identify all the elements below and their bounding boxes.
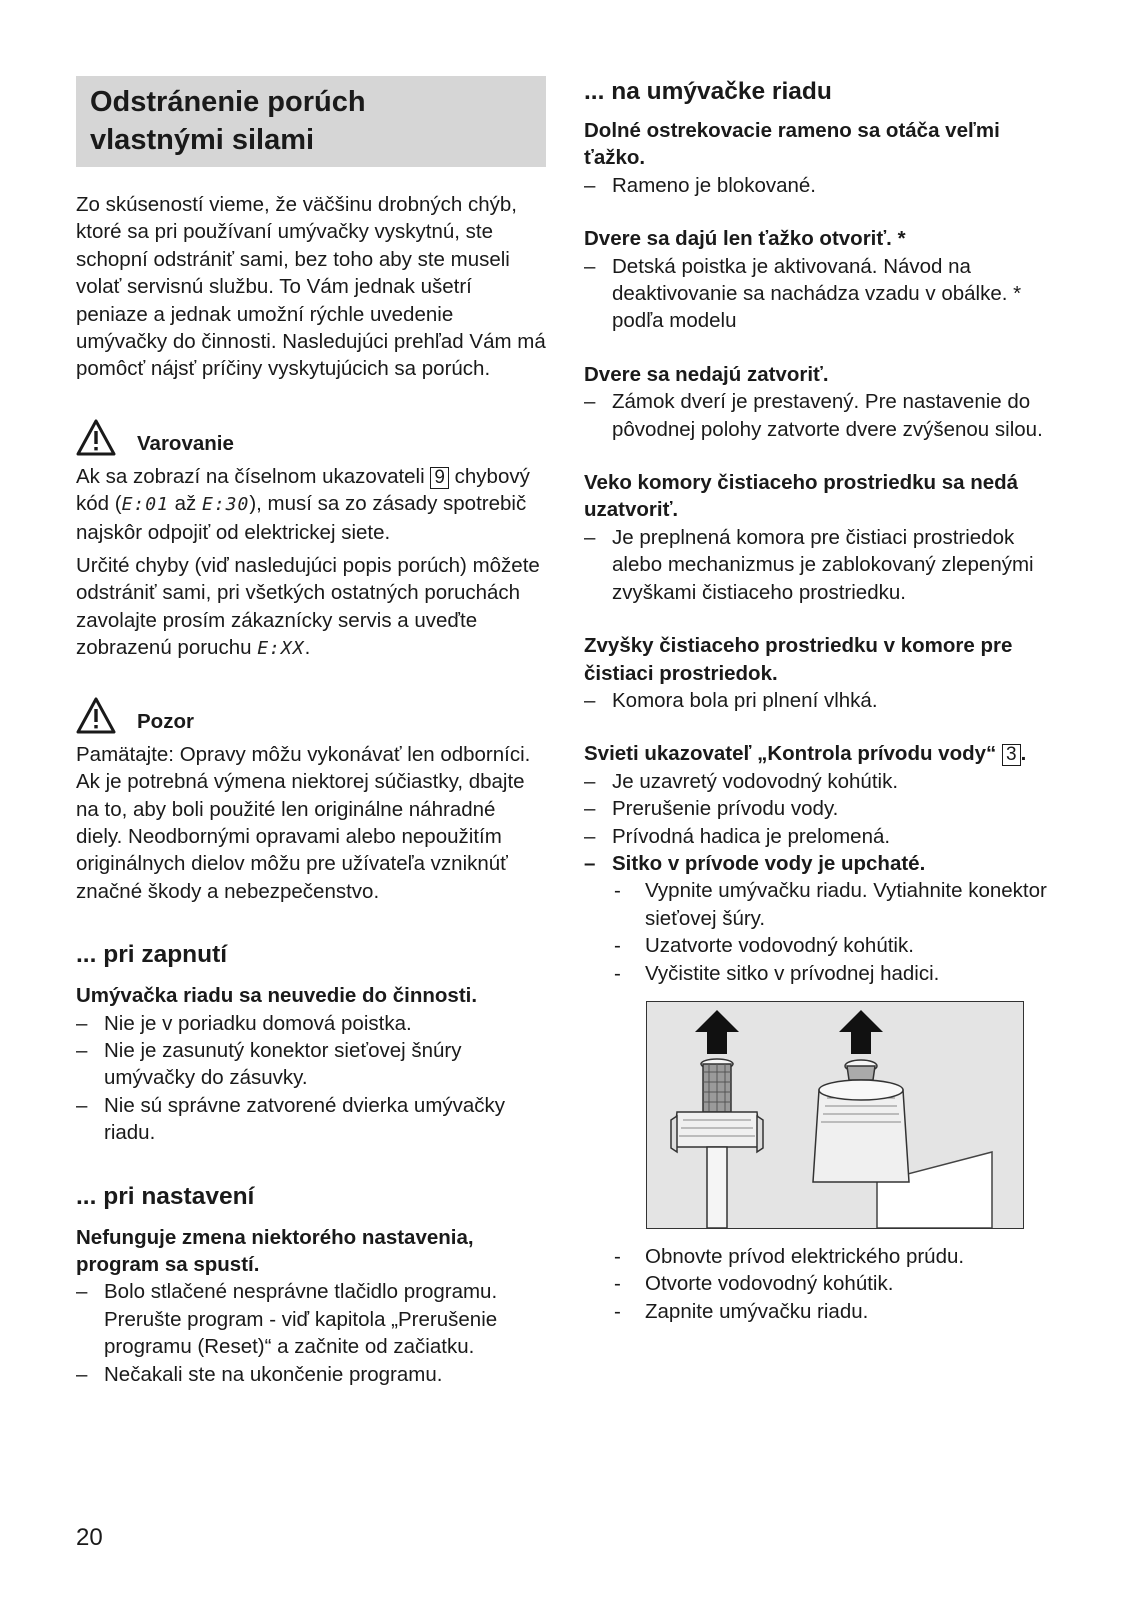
list-item: – Je preplnená komora pre čistiaci prostriedok alebo mechanizmus je zablokovaný zlepenými zvyškami čistiaceho prostriedku. [584,524,1064,606]
fault-group-water-supply [584,740,1064,1325]
warning-paragraph-2: Určité chyby (viď nasledujúci popis porúch) môžete odstrániť sami, pri všetkých ostatných poruchách zavolajte prosím zákaznícky servis a uveďte zobrazenú poruchu E:XX. [76,554,540,660]
left-column [76,76,546,1388]
list-item: – Detská poistka je aktivovaná. Návod na deaktivovanie sa nachádza vzadu v obálke. * podľa modelu [584,253,1064,335]
page-title-box [76,76,546,167]
section-on-setting [76,1181,546,1388]
cause-list [76,1278,546,1388]
list-item: – Nečakali ste na ukončenie programu. [76,1361,546,1388]
section-heading-on-start: ... pri zapnutí [76,941,228,969]
page-title: Odstránenie porúch vlastnými silami [90,86,366,156]
fault-group-detergent-lid [584,469,1064,606]
warning-triangle-icon [76,419,116,457]
steps-list [584,877,1064,987]
fault-title: Umývačka riadu sa neuvedie do činnosti. [76,984,478,1008]
intro-paragraph: Zo skúseností vieme, že väčšinu drobných chýb, ktoré sa pri používaní umývačky vyskytnú, ste schopní odstrániť sami, bez toho aby ste museli volať servisnú službu. To Vám jednak ušetrí peniaze a jednak umožní rýchle uvedenie umývačky do činnosti. Nasledujúci prehľad Vám má pomôcť nájsť príčiny vyskytujúcich sa porúch. [76,193,546,381]
steps-list-after [584,1243,1064,1325]
list-item: – Je uzavretý vodovodný kohútik. [584,768,1064,795]
list-item: – Bolo stlačené nesprávne tlačidlo programu. Prerušte program - viď kapitola „Prerušenie programu (Reset)“ a začnite od začiatku. [76,1278,546,1360]
warning-block [76,419,546,663]
step-item: - Uzatvorte vodovodný kohútik. [584,932,1064,959]
step-item: - Otvorte vodovodný kohútik. [584,1270,1064,1297]
fault-title: Dvere sa dajú len ťažko otvoriť. * [584,227,906,251]
step-item: - Zapnite umývačku riadu. [584,1298,1064,1325]
fault-group-spray-arm [584,117,1064,199]
filter-illustration [646,1001,1024,1229]
section-on-start [76,939,546,1146]
section-heading-on-setting: ... pri nastavení [76,1182,255,1210]
caution-triangle-icon [76,697,116,735]
filter-removal-image [647,1002,1023,1228]
fault-title: Dolné ostrekovacie rameno sa otáča veľmi ťažko. [584,119,1000,170]
fault-group-detergent-residue [584,632,1064,714]
cause-list [76,1010,546,1147]
list-item: – Prerušenie prívodu vody. [584,795,1064,822]
warning-paragraph-1: Ak sa zobrazí na číselnom ukazovateli 9 chybový kód (E:01 až E:30), musí sa zo zásady spotrebič najskôr odpojiť od elektrickej siete. [76,464,530,544]
list-item: – Zámok dverí je prestavený. Pre nastavenie do pôvodnej polohy zatvorte dvere zvýšenou silou. [584,388,1064,443]
error-code-first: E:01 [121,494,169,516]
caution-block [76,697,546,905]
step-item: - Vypnite umývačku riadu. Vytiahnite konektor sieťovej šúry. [584,877,1064,932]
fault-title: Dvere sa nedajú zatvoriť. [584,362,829,386]
step-item: - Vyčistite sitko v prívodnej hadici. [584,960,1064,987]
fault-group-door-close [584,361,1064,443]
warning-heading: Varovanie [137,431,234,455]
step-item: - Obnovte prívod elektrického prúdu. [584,1243,1064,1270]
list-item: – Prívodná hadica je prelomená. [584,823,1064,850]
section-heading-on-dishwasher: ... na umývačke riadu [584,78,832,105]
display-9-indicator: 9 [430,467,449,489]
fault-title: Nefunguje zmena niektorého nastavenia, program sa spustí. [76,1225,474,1276]
right-column [584,76,1064,1325]
caution-heading: Pozor [137,709,194,733]
list-item: – Nie sú správne zatvorené dvierka umývačky riadu. [76,1092,546,1147]
fault-title: Zvyšky čistiaceho prostriedku v komore pre čistiaci prostriedok. [584,634,1013,685]
fault-title: Svieti ukazovateľ „Kontrola prívodu vody“ 3 . [584,742,1027,766]
error-code-generic: E:XX [257,638,305,660]
list-item: – Rameno je blokované. [584,172,1064,199]
list-item: – Sitko v prívode vody je upchaté. [584,850,1064,877]
page-number: 20 [76,1524,103,1551]
caution-paragraph: Pamätajte: Opravy môžu vykonávať len odborníci. Ak je potrebná výmena niektorej súčiastky, dbajte na to, aby boli použité len originálne náhradné diely. Neodbornými opravami alebo nepoužitím originálnych dielov môžu pre užívateľa vzniknúť značné škody a nebezpečenstvo. [76,742,531,903]
list-item: – Nie je zasunutý konektor sieťovej šnúry umývačky do zásuvky. [76,1037,546,1092]
indicator-3: 3 [1002,744,1021,766]
fault-group-door-open [584,225,1064,335]
list-item: – Nie je v poriadku domová poistka. [76,1010,546,1037]
fault-title: Veko komory čistiaceho prostriedku sa nedá uzatvoriť. [584,471,1019,522]
list-item: – Komora bola pri plnení vlhká. [584,687,1064,714]
error-code-last: E:30 [201,494,250,516]
